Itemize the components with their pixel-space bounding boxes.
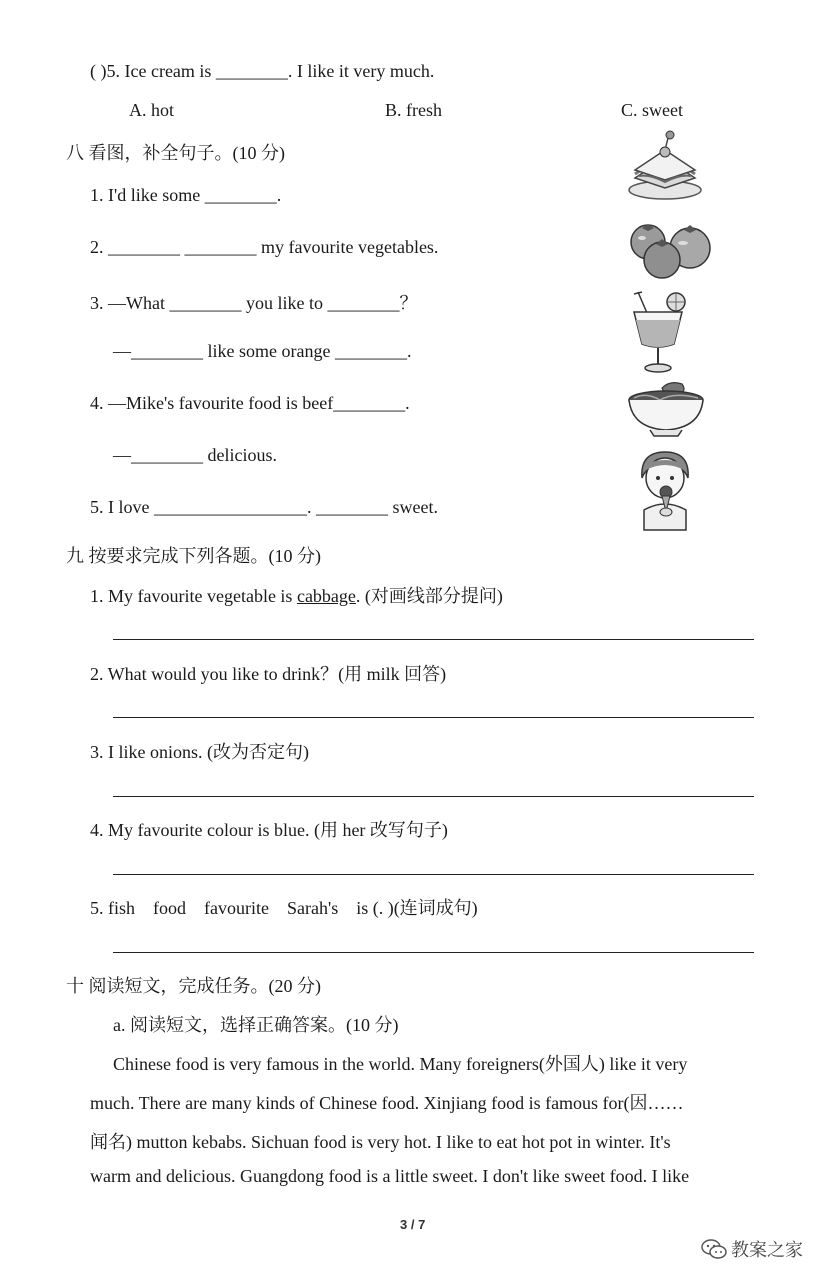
page-number: 3 / 7 bbox=[400, 1217, 426, 1232]
s8-item-4-answer: —________ delicious. bbox=[113, 445, 277, 465]
s9-question-2: 2. What would you like to drink？(用 milk 回答) bbox=[90, 664, 447, 684]
s9-q1-underlined: cabbage bbox=[296, 586, 356, 606]
answer-line-4[interactable] bbox=[113, 874, 754, 875]
section-8-title: 八 看图，补全句子。(10 分) bbox=[66, 143, 285, 163]
s8-item-2: 2. ________ ________ my favourite vegetables. bbox=[90, 237, 439, 257]
s9-q1-before: 1. My favourite vegetable is bbox=[90, 586, 297, 606]
s8-item-3-answer: —________ like some orange ________. bbox=[113, 341, 412, 361]
passage-line-4: warm and delicious. Guangdong food is a little sweet. I don't like sweet food. I like bbox=[90, 1166, 690, 1186]
s9-q1-after: . (对画线部分提问) bbox=[355, 586, 503, 606]
s8-item-1: 1. I'd like some ________. bbox=[90, 185, 282, 205]
s9-question-5: 5. fish food favourite Sarah's is (. )(连词成句) bbox=[90, 898, 478, 918]
s10-sub-a: a. 阅读短文，选择正确答案。(10 分) bbox=[113, 1015, 399, 1035]
s8-item-5: 5. I love _________________. ________ sweet. bbox=[90, 497, 438, 517]
girl-eating-ice-cream-icon bbox=[634, 448, 696, 532]
section-9-title: 九 按要求完成下列各题。(10 分) bbox=[66, 546, 321, 566]
s9-question-4: 4. My favourite colour is blue. (用 her 改写句子) bbox=[90, 820, 448, 840]
question-5-line: ( )5. Ice cream is ________. I like it very much. bbox=[90, 61, 435, 81]
option-b: B. fresh bbox=[385, 100, 442, 120]
section-10-title: 十 阅读短文，完成任务。(20 分) bbox=[66, 976, 321, 996]
s8-item-4: 4. —Mike's favourite food is beef________. bbox=[90, 393, 410, 413]
passage-line-2: much. There are many kinds of Chinese food. Xinjiang food is famous for(因…… bbox=[90, 1093, 684, 1113]
watermark-text: 教案之家 bbox=[731, 1240, 803, 1261]
orange-juice-icon bbox=[628, 290, 692, 374]
answer-line-3[interactable] bbox=[113, 796, 754, 797]
passage-line-1: Chinese food is very famous in the world. Many foreigners(外国人) like it very bbox=[113, 1054, 688, 1074]
beef-noodles-icon bbox=[626, 378, 706, 440]
s8-item-3: 3. —What ________ you like to ________？ bbox=[90, 293, 418, 313]
option-c: C. sweet bbox=[621, 100, 683, 120]
passage-line-3: 闻名) mutton kebabs. Sichuan food is very hot. I like to eat hot pot in winter. It's bbox=[90, 1132, 671, 1152]
s9-question-1 bbox=[90, 582, 503, 608]
option-a: A. hot bbox=[129, 100, 174, 120]
answer-line-1[interactable] bbox=[113, 639, 754, 640]
wechat-icon bbox=[700, 1238, 728, 1260]
tomatoes-icon bbox=[628, 218, 714, 280]
sandwich-icon bbox=[625, 130, 705, 202]
s9-question-3: 3. I like onions. (改为否定句) bbox=[90, 742, 309, 762]
answer-line-2[interactable] bbox=[113, 717, 754, 718]
answer-line-5[interactable] bbox=[113, 952, 754, 953]
